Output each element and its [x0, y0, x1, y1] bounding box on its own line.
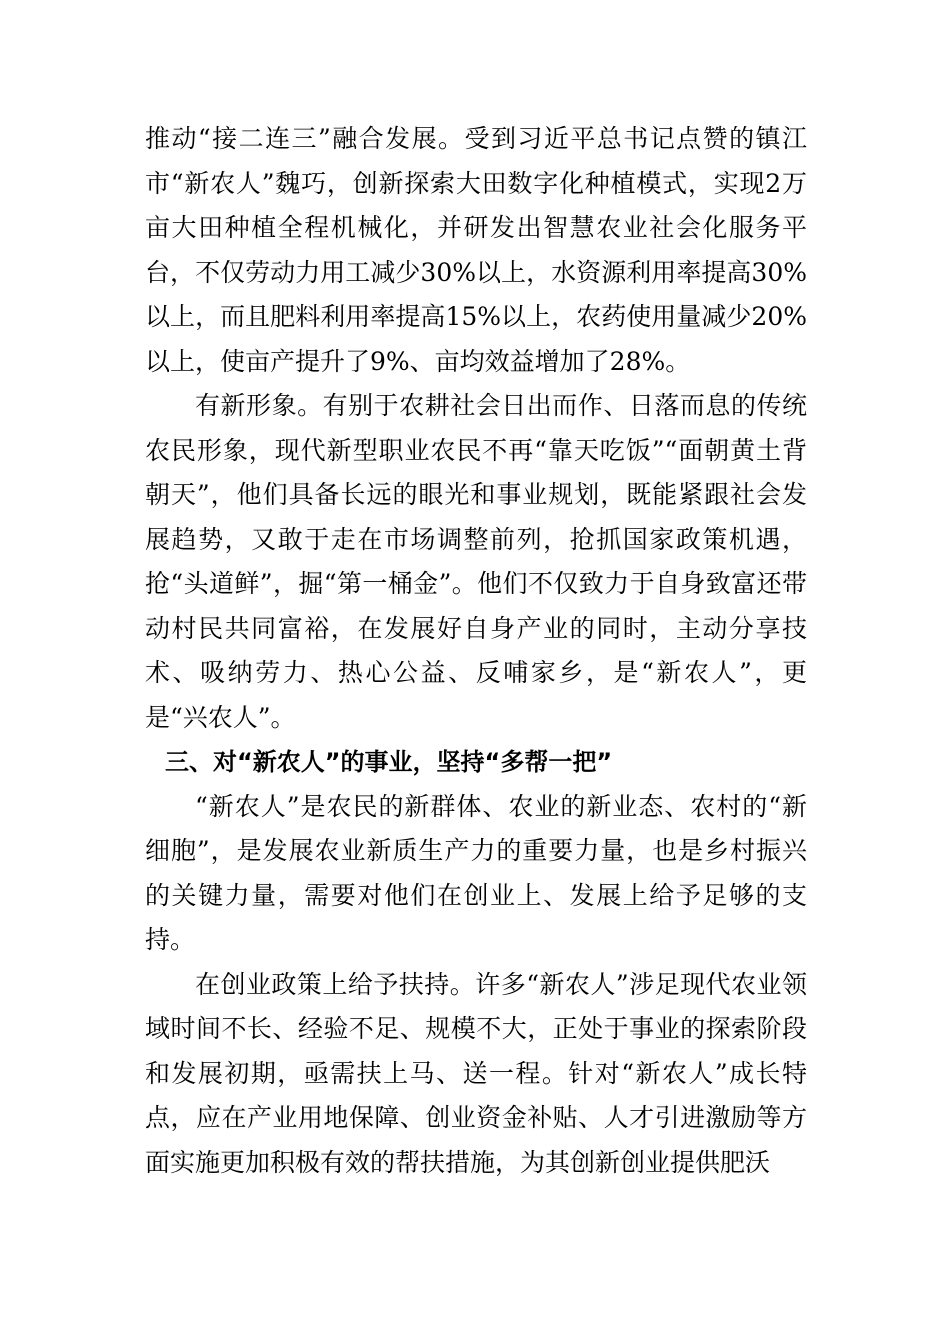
- document-body: [145, 117, 807, 1185]
- paragraph-new-farmers-support: “新农人”是农民的新群体、农业的新业态、农村的“新细胞”，是发展农业新质生产力的重要力量，也是乡村振兴的关键力量，需要对他们在创业上、发展上给予足够的支持。: [145, 791, 807, 954]
- paragraph-integration-development: 推动“接二连三”融合发展。受到习近平总书记点赞的镇江市“新农人”魏巧，创新探索大田数字化种植模式，实现2万亩大田种植全程机械化，并研发出智慧农业社会化服务平台，不仅劳动力用工减少30%以上，水资源利用率提高30%以上，而且肥料利用率提高15%以上，农药使用量减少20%以上，使亩产提升了9%、亩均效益增加了28%。: [145, 124, 807, 376]
- paragraph-policy-support: 在创业政策上给予扶持。许多“新农人”涉足现代农业领域时间不长、经验不足、规模不大，正处于事业的探索阶段和发展初期，亟需扶上马、送一程。针对“新农人”成长特点，应在产业用地保障、创业资金补贴、人才引进激励等方面实施更加积极有效的帮扶措施，为其创新创业提供肥沃: [145, 969, 807, 1177]
- paragraph-new-image: 有新形象。有别于农耕社会日出而作、日落而息的传统农民形象，现代新型职业农民不再“靠天吃饭”“面朝黄土背朝天”，他们具备长远的眼光和事业规划，既能紧跟社会发展趋势，又敢于走在市场调整前列，抢抓国家政策机遇，抢“头道鲜”，掘“第一桶金”。他们不仅致力于自身致富还带动村民共同富裕，在发展好自身产业的同时，主动分享技术、吸纳劳力、热心公益、反哺家乡，是“新农人”，更是“兴农人”。: [145, 391, 807, 732]
- section-heading-three: 三、对“新农人”的事业，坚持“多帮一把”: [165, 748, 613, 776]
